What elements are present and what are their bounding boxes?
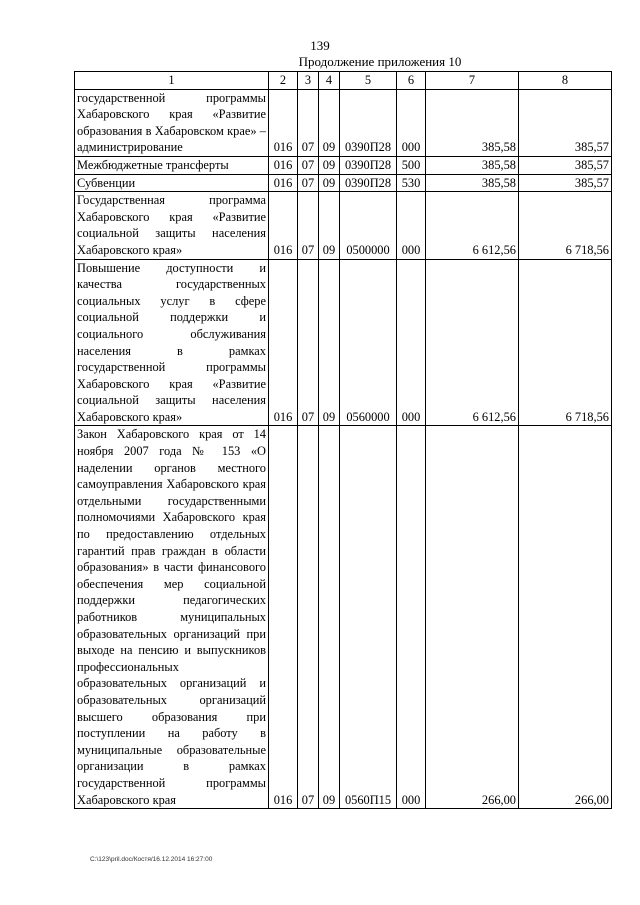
section-code-cell: 07 [298,174,319,192]
target-article-cell: 0390П28 [340,156,397,174]
ministry-code-cell: 016 [269,192,298,259]
table-row [75,259,612,426]
file-path-footer: C:\123\pril.doc/Костя/16.12.2014 16:27:00 [90,856,213,863]
target-article-cell: 0390П28 [340,174,397,192]
expense-type-cell: 500 [397,156,426,174]
section-code-cell: 07 [298,259,319,426]
amount-col8-cell: 6 718,56 [519,259,612,426]
target-article-cell: 0560000 [340,259,397,426]
amount-col8-cell: 385,57 [519,174,612,192]
budget-table [74,71,612,809]
amount-col8-cell: 6 718,56 [519,192,612,259]
table-header-row [75,72,612,90]
subsection-code-cell: 09 [319,259,340,426]
expense-type-cell: 000 [397,192,426,259]
target-article-cell: 0500000 [340,192,397,259]
row-name-cell: государственной программы Хабаровского края «Развитие образования в Хабаровском крае» – администрирование [75,89,269,156]
section-code-cell: 07 [298,89,319,156]
table-row [75,89,612,156]
row-name-cell: Межбюджетные трансферты [75,156,269,174]
amount-col7-cell: 6 612,56 [426,192,519,259]
amount-col8-cell: 385,57 [519,89,612,156]
header-cell: 8 [519,72,612,90]
row-name-cell: Субвенции [75,174,269,192]
amount-col7-cell: 266,00 [426,426,519,809]
ministry-code-cell: 016 [269,259,298,426]
target-article-cell: 0390П28 [340,89,397,156]
section-code-cell: 07 [298,192,319,259]
row-name-cell: Повышение доступности и качества государственных социальных услуг в сфере социальной поддержки и социального обслуживания населения в рамках государственной программы Хабаровского края «Развитие социальной защиты населения Хабаровского края» [75,259,269,426]
appendix-caption: Продолжение приложения 10 [298,54,462,69]
header-cell: 3 [298,72,319,90]
section-code-cell: 07 [298,426,319,809]
row-name-cell: Закон Хабаровского края от 14 ноября 2007 года № 153 «О наделении органов местного самоуправления Хабаровского края отдельными государственными полномочиями Хабаровского края по предоставлению отдельных гарантий прав граждан в области образования» в части финансового обеспечения мер социальной поддержки педагогических работников муниципальных образовательных организаций при выходе на пенсию и выпускников профессиональных образовательных организаций и образовательных организаций высшего образования при поступлении на работу в муниципальные образовательные организации в рамках государственной программы Хабаровского края [75,426,269,809]
amount-col7-cell: 6 612,56 [426,259,519,426]
amount-col7-cell: 385,58 [426,156,519,174]
ministry-code-cell: 016 [269,426,298,809]
table-row [75,156,612,174]
subsection-code-cell: 09 [319,89,340,156]
target-article-cell: 0560П15 [340,426,397,809]
subsection-code-cell: 09 [319,174,340,192]
header-cell: 2 [269,72,298,90]
amount-col8-cell: 385,57 [519,156,612,174]
amount-col7-cell: 385,58 [426,174,519,192]
expense-type-cell: 000 [397,89,426,156]
header-cell: 5 [340,72,397,90]
ministry-code-cell: 016 [269,174,298,192]
header-cell: 4 [319,72,340,90]
ministry-code-cell: 016 [269,156,298,174]
amount-col7-cell: 385,58 [426,89,519,156]
header-cell: 1 [75,72,269,90]
amount-col8-cell: 266,00 [519,426,612,809]
ministry-code-cell: 016 [269,89,298,156]
header-cell: 6 [397,72,426,90]
row-name-cell: Государственная программа Хабаровского края «Развитие социальной защиты населения Хабаровского края» [75,192,269,259]
subsection-code-cell: 09 [319,192,340,259]
section-code-cell: 07 [298,156,319,174]
table-row [75,192,612,259]
expense-type-cell: 000 [397,426,426,809]
table-row [75,426,612,809]
page-number: 139 [310,38,330,53]
expense-type-cell: 000 [397,259,426,426]
subsection-code-cell: 09 [319,156,340,174]
header-cell: 7 [426,72,519,90]
table-row [75,174,612,192]
expense-type-cell: 530 [397,174,426,192]
subsection-code-cell: 09 [319,426,340,809]
